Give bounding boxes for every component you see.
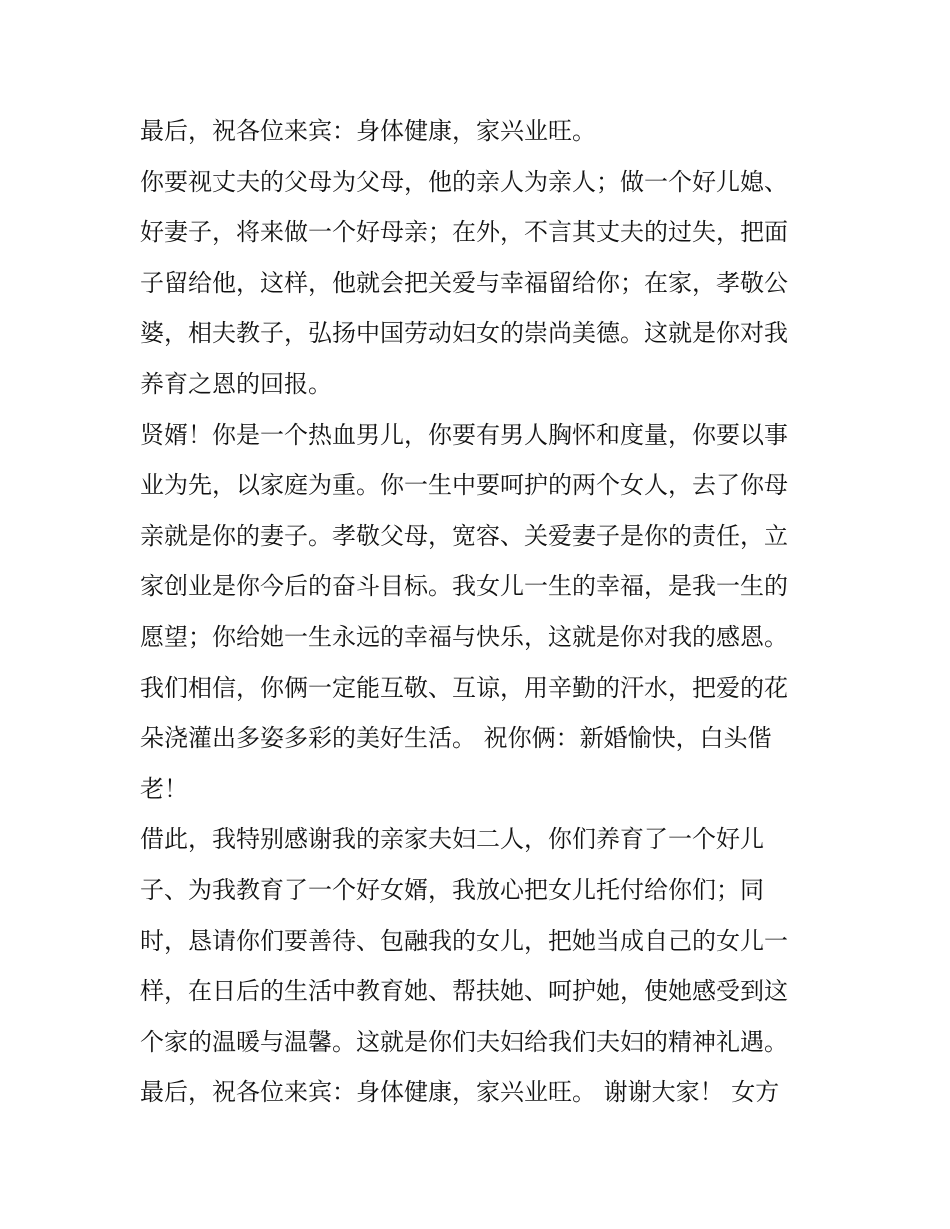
speech-text	[140, 106, 820, 1118]
text-line: 老！	[140, 774, 188, 803]
text-line: 亲就是你的妻子。孝敬父母，宽容、关爱妻子是你的责任，立	[140, 521, 788, 550]
text-line: 养育之恩的回报。	[140, 369, 332, 398]
text-line: 最后，祝各位来宾：身体健康，家兴业旺。	[140, 117, 596, 145]
text-line: 婆，相夫教子，弘扬中国劳动妇女的崇尚美德。这就是你对我	[140, 319, 788, 348]
text-line: 子留给他，这样，他就会把关爱与幸福留给你；在家，孝敬公	[140, 268, 788, 297]
text-line: 时，恳请你们要善待、包融我的女儿，把她当成自己的女儿一	[140, 926, 788, 955]
text-line: 借此，我特别感谢我的亲家夫妇二人，你们养育了一个好儿	[140, 825, 764, 854]
text-line: 子、为我教育了一个好女婿，我放心把女儿托付给你们；同	[140, 875, 764, 904]
text-line: 样，在日后的生活中教育她、帮扶她、呵护她，使她感受到这	[140, 977, 788, 1006]
text-line: 家创业是你今后的奋斗目标。我女儿一生的幸福，是我一生的	[140, 572, 788, 601]
text-line: 愿望；你给她一生永远的幸福与快乐，这就是你对我的感恩。	[140, 622, 788, 651]
text-line: 最后，祝各位来宾：身体健康，家兴业旺。 谢谢大家！ 女方	[140, 1078, 780, 1107]
text-line: 好妻子，将来做一个好母亲；在外，不言其丈夫的过失，把面	[140, 218, 788, 247]
text-line: 个家的温暖与温馨。这就是你们夫妇给我们夫妇的精神礼遇。	[140, 1027, 788, 1056]
text-line: 我们相信，你俩一定能互敬、互谅，用辛勤的汗水，把爱的花	[140, 673, 788, 702]
text-line: 你要视丈夫的父母为父母，他的亲人为亲人；做一个好儿媳、	[140, 167, 788, 196]
text-line: 业为先，以家庭为重。你一生中要呵护的两个女人，去了你母	[140, 471, 788, 500]
text-line: 朵浇灌出多姿多彩的美好生活。 祝你俩：新婚愉快，白头偕	[140, 724, 772, 753]
text-line: 贤婿！你是一个热血男儿，你要有男人胸怀和度量，你要以事	[140, 420, 788, 449]
